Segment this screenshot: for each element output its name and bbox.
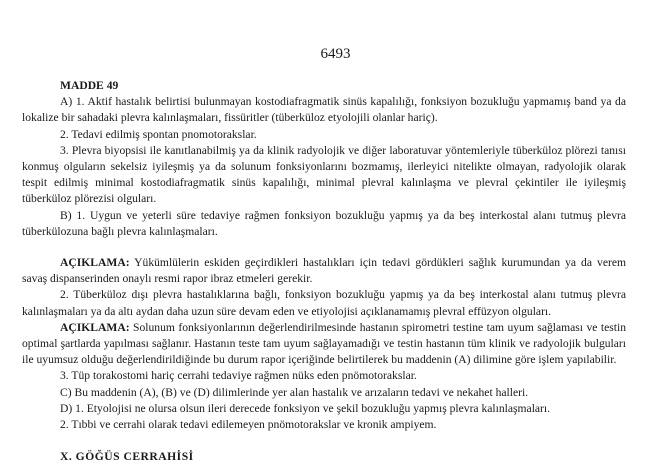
explanation-text: Solunum fonksiyonlarının değerlendirilmesinde hastanın spirometri testine tam uyum sağlaması ve testin optimal şartlarda yapılması sağlanır. Hastanın teste tam uyum sağlayamadığı ve testin hastanın tüm klinik ve radyolojik bulguları ile uyumsuz olduğu değerlendirildiğinde bu durum rapor içeriğinde belirtilerek bu maddenin (A) dilimine göre işlem yapılabilir. [22,320,626,367]
page-number: 6493 [320,46,351,62]
paragraph-d1: D) 1. Etyolojisi ne olursa olsun ileri derecede fonksiyon ve şekil bozukluğu yapmış plevra kalınlaşmaları. [60,401,551,415]
next-section-heading: X. GÖĞÜS CERRAHİSİ [60,450,194,464]
paragraph-d2: 2. Tıbbi ve cerrahi olarak tedavi edilemeyen pnömotorakslar ve kronik ampiyem. [60,418,437,432]
paragraph-a3: 3. Plevra biyopsisi ile kanıtlanabilmiş ya da klinik radyolojik ve diğer laboratuvar yöntemleriyle tüberküloz plörezi tanısı konmuş olguların sekelsiz iyileşmiş ya da solunum fonksiyonlarını bozmamış, ilerleyici nitelikte olmayan, radyolojik olarak tespit edilmiş minimal kostodiafragmatik sinüs kapalılığı, minimal plevral kalınlaşma ve plevral çekintiler ile iyileşmiş tüberküloz plörezisi olguları. [22,143,626,206]
article-heading: MADDE 49 [60,79,119,92]
paragraph-a2: 2. Tedavi edilmiş spontan pnomotorakslar. [60,127,257,141]
explanation-label: AÇIKLAMA: [60,256,130,270]
spacer [22,240,626,255]
paragraph-c: C) Bu maddenin (A), (B) ve (D) dilimlerinde yer alan hastalık ve arızaların tedavi ve nekahet halleri. [60,385,529,399]
paragraph-b1: B) 1. Uygun ve yeterli süre tedaviye rağmen fonksiyon bozukluğu yapmış ya da beş interkostal alanı tutmuş plevra tüberkülozuna bağlı plevra kalınlaşmaları. [22,208,626,238]
paragraph-b2: 2. Tüberküloz dışı plevra hastalıklarına bağlı, fonksiyon bozukluğu yapmış ya da beş interkostal alanı tutmuş plevra kalınlaşmaları ya da altı aydan daha uzun süre devam eden ve etiyolojisi açıklanamamış plevral effüzyon olguları. [22,288,626,318]
explanation-text: Yükümlülerin eskiden geçirdikleri hastalıkları için tedavi gördükleri sağlık kurumundan ya da verem savaş dispanserinden onaylı resmi rapor ibraz etmeleri gerekir. [22,256,626,286]
explanation-1 [22,255,626,287]
paragraph-a1: A) 1. Aktif hastalık belirtisi bulunmayan kostodiafragmatik sinüs kapalılığı, fonksiyon bozukluğu yapmamış band ya da lokalize bir sahadaki plevra kalınlaşmaları, fissüritler (tüberküloz etyolojili olanlar hariç). [22,95,626,125]
paragraph-b3: 3. Tüp torakostomi hariç cerrahi tedaviye rağmen nüks eden pnömotorakslar. [60,369,417,383]
explanation-2 [22,320,626,369]
explanation-label: AÇIKLAMA: [60,320,130,334]
document-body [22,78,626,465]
